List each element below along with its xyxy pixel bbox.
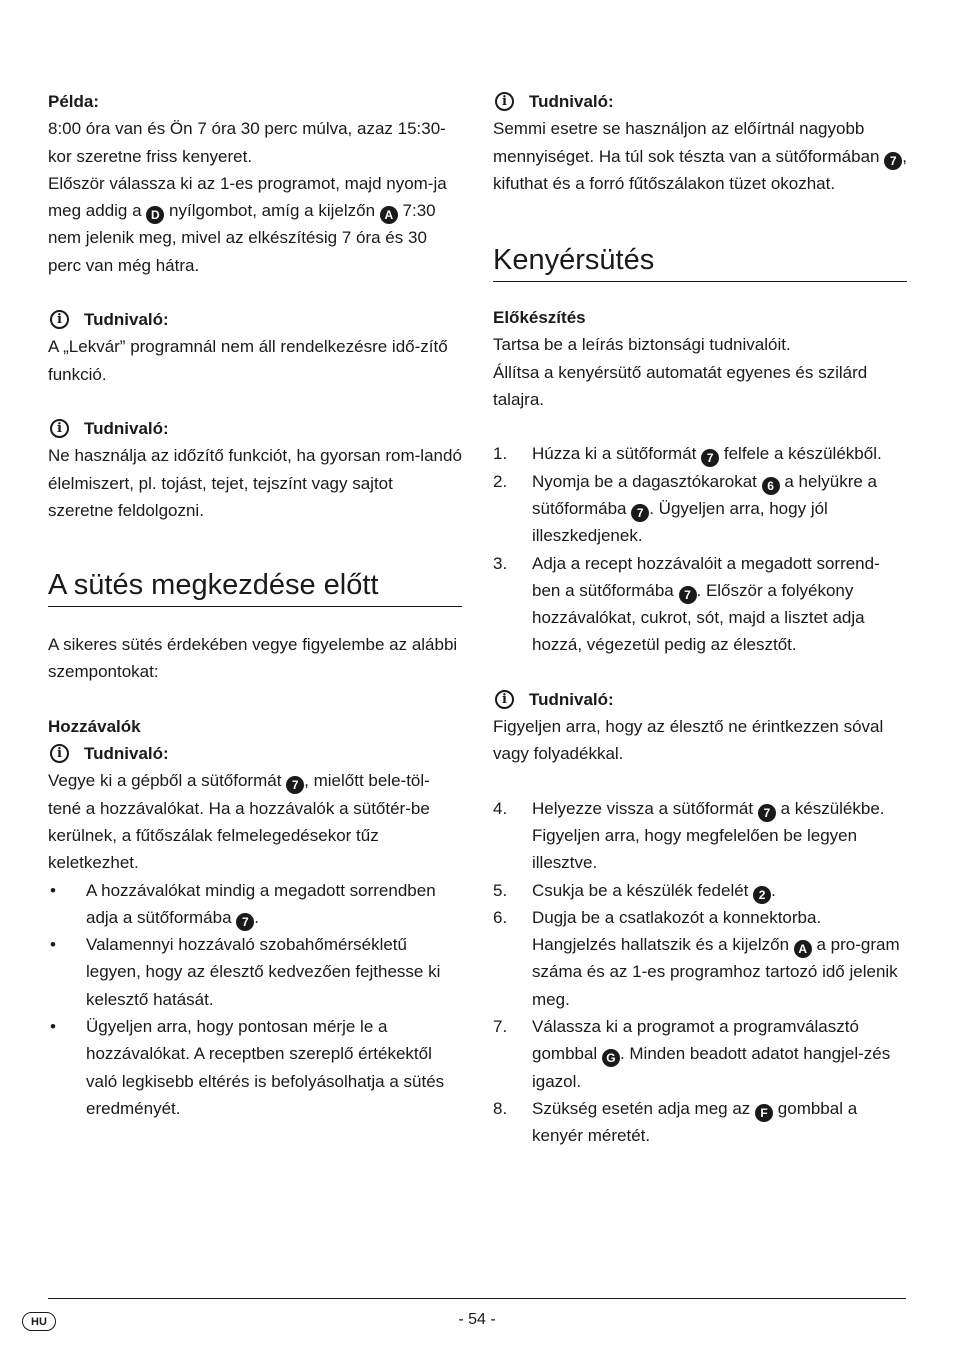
list-item: 1. Húzza ki a sütőformát 7 felfele a készülékből.: [493, 444, 882, 466]
note-text: Figyeljen arra, hogy az élesztő ne érintkezzen sóval vagy folyadékkal.: [493, 717, 884, 764]
list-item: • Ügyeljen arra, hogy pontosan mérje le a hozzávalókat. A receptben szereplő értékektől való legkisebb eltérés is befolyásolhatja a sütés eredményét.: [48, 1013, 462, 1122]
list-item: 4. Helyezze vissza a sütőformát 7 a készülékbe. Figyeljen arra, hogy megfelelően be legyen illesztve.: [493, 798, 885, 873]
intro-text: A sikeres sütés érdekében vegye figyelembe az alábbi szempontokat:: [48, 635, 458, 682]
note-heading: i Tudnivaló:: [493, 686, 907, 713]
list-item: 2. Nyomja be a dagasztókarokat 6 a helyükre a sütőformába 7 . Ügyeljen arra, hogy jól illeszkedjenek.: [493, 471, 877, 546]
ref-badge-7: 7: [758, 804, 776, 822]
footer-divider: [48, 1298, 906, 1299]
ref-badge-7: 7: [631, 504, 649, 522]
example-text-1: 8:00 óra van és Ön 7 óra 30 perc múlva, azaz 15:30-kor szeretne friss kenyeret.: [48, 119, 446, 166]
info-icon: i: [495, 92, 514, 111]
steps-list-2: [493, 795, 907, 1150]
note-text: A „Lekvár” programnál nem áll rendelkezésre idő-zítő funkció.: [48, 337, 448, 384]
ref-badge-f: F: [755, 1104, 773, 1122]
prep-heading: Előkészítés: [493, 308, 586, 328]
ingredients-heading: Hozzávalók: [48, 716, 141, 736]
list-item: 8. Szükség esetén adja meg az F gombbal a kenyér méretét.: [493, 1098, 858, 1146]
ref-badge-a: A: [380, 206, 398, 224]
example-text-2: Először válassza ki az 1-es programot, majd nyom-ja meg addig a D nyílgombot, amíg a kijelzőn A 7:30 nem jelenik meg, mivel az elkészítésig 7 óra és 30 perc van még hátra.: [48, 173, 447, 275]
list-item: 6. Dugja be a csatlakozót a konnektorba. Hangjelzés hallatszik és a kijelzőn A a pro-gram száma és az 1-es programhoz tartozó idő jelenik meg.: [493, 907, 900, 1009]
ref-badge-7: 7: [701, 449, 719, 467]
list-item: 5. Csukja be a készülék fedelét 2 .: [493, 880, 776, 902]
list-item: 7. Válassza ki a programot a programválasztó gombbal G . Minden beadott adatot hangjel-zés igazol.: [493, 1017, 891, 1091]
note-text: Semmi esetre se használjon az előírtnál nagyobb mennyiséget. Ha túl sok tészta van a sütőformában 7 , kifuthat és a forró fűtőszálakon tüzet okozhat.: [493, 119, 907, 193]
note-heading: i Tudnivaló:: [48, 306, 462, 333]
note-text: Vegye ki a gépből a sütőformát 7 , mielőtt bele-töl-tené a hozzávalókat. Ha a hozzávalók a sütőtér-be kerülnek, a fűtőszálak felmelegedésekor tűz keletkezhet.: [48, 771, 430, 873]
ref-badge-2: 2: [753, 886, 771, 904]
list-item: • Valamennyi hozzávaló szobahőmérsékletű legyen, hogy az élesztő kedvezően fejthesse ki kelesztő hatását.: [48, 931, 462, 1013]
left-column: [48, 88, 462, 1122]
info-icon: i: [495, 690, 514, 709]
info-icon: i: [50, 419, 69, 438]
right-column: [493, 88, 907, 1150]
list-item: 3. Adja a recept hozzávalóit a megadott sorrend-ben a sütőformába 7 . Először a folyékony hozzávalókat, cukrot, sót, majd a lisztet adja hozzá, végezetül pedig az élesztőt.: [493, 553, 880, 655]
language-badge: HU: [22, 1312, 56, 1331]
example-heading: Példa:: [48, 92, 100, 111]
prep-text: Tartsa be a leírás biztonsági tudnivalóit.: [493, 335, 791, 355]
ref-badge-7: 7: [679, 586, 697, 604]
info-icon: i: [50, 310, 69, 329]
note-heading: i Tudnivaló:: [493, 88, 907, 115]
ref-badge-d: D: [146, 206, 164, 224]
page-number: - 54 -: [458, 1311, 496, 1328]
ref-badge-7: 7: [236, 913, 254, 931]
ref-badge-6: 6: [762, 477, 780, 495]
note-heading: i Tudnivaló:: [48, 415, 462, 442]
steps-list-1: [493, 440, 907, 658]
ingredient-bullets: [48, 877, 462, 1123]
ref-badge-a: A: [794, 940, 812, 958]
note-text: Ne használja az időzítő funkciót, ha gyorsan rom-landó élelmiszert, pl. tojást, tejet, tejszínt vagy sajtot szeretne feldolgozni.: [48, 446, 462, 520]
list-item: • A hozzávalókat mindig a megadott sorrendben adja a sütőformába 7 .: [48, 877, 462, 932]
prep-text: Állítsa a kenyérsütő automatát egyenes és szilárd talajra.: [493, 362, 868, 410]
section-title: A sütés megkezdése előtt: [48, 568, 462, 607]
section-title: Kenyérsütés: [493, 243, 907, 282]
note-heading: i Tudnivaló:: [48, 740, 462, 767]
ref-badge-7: 7: [286, 776, 304, 794]
info-icon: i: [50, 744, 69, 763]
ref-badge-7: 7: [884, 152, 902, 170]
ref-badge-g: G: [602, 1049, 620, 1067]
